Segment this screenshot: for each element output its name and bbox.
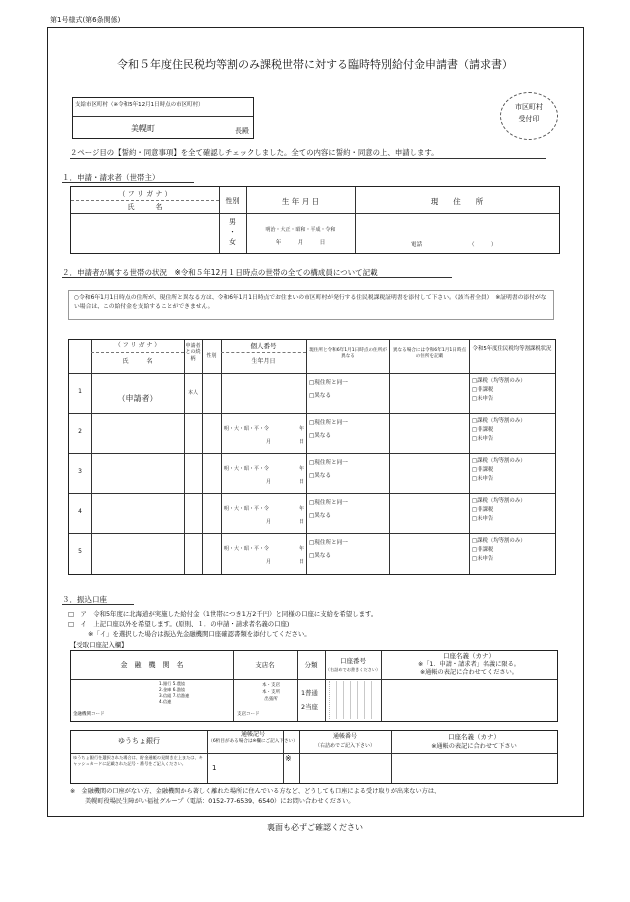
birth-month[interactable]: 月 [266,519,272,525]
addr-same[interactable]: □現住所と同一 [309,500,348,506]
self-name: （申請者） [117,394,158,403]
category-current[interactable]: 2当座 [301,703,318,711]
col-address-same: 現住所と令和6年1月1日時点の住所が異なる [309,348,387,359]
tax-none[interactable]: □非課税 [472,467,494,473]
category-header: 分類 [304,661,318,669]
addr-same[interactable]: □現住所と同一 [309,420,348,426]
birth-day[interactable]: 日 [299,519,305,525]
stamp-label-2: 受付印 [518,115,540,123]
col-tax: 令和5年度住民税均等割課税状況 [472,346,552,352]
form-number: 第1号様式(第6条関係) [50,16,121,24]
tax-equal[interactable]: □課税（均等割のみ） [472,538,526,544]
sex-options[interactable]: 男 ・ 女 [229,218,236,246]
self-relation: 本人 [187,390,198,396]
footer-note: 裏面も必ずご確認ください [267,823,363,832]
col-furigana: （ フ リ ガ ナ ） [114,342,161,349]
yucho-holder-note: ※通帳の表記に合わせて下さい [431,743,517,750]
bank-table [70,650,558,722]
passbook-symbol-prefix: 1 [212,764,217,772]
birth-eras[interactable]: 明・大・昭・平・令 [224,466,270,472]
household-table [68,339,556,575]
option-note: ※「イ」を選択した場合は振込先金融機関口座確認書類を添付してください。 [88,630,311,638]
col-name: 氏 名 [122,358,153,365]
passbook-number-header: 通帳番号 [332,733,357,740]
municipality-box [72,97,254,139]
receive-label: 【受取口座記入欄】 [70,641,128,649]
row-number: 3 [78,468,82,475]
branch-type-options[interactable]: 本・支店 本・支所 出張所 [262,683,280,702]
tax-undeclared[interactable]: □未申告 [472,516,494,522]
birth-year[interactable]: 年 [299,426,305,432]
birth-day[interactable]: 日 [299,559,305,565]
section3-heading: ３．振込口座 [62,595,107,604]
tax-undeclared[interactable]: □未申告 [472,556,494,562]
category-normal[interactable]: 1普通 [301,689,318,697]
bank-code[interactable]: 金融機関コード [73,712,105,717]
tax-undeclared[interactable]: □未申告 [472,396,494,402]
section2-heading: ２．申請者が属する世帯の状況 ※令和５年12月１日時点の世帯の全ての構成員について記載 [62,268,378,277]
birth-header: 生 年 月 日 [281,197,320,206]
birth-ymd[interactable]: 年 月 日 [275,240,326,246]
tax-equal[interactable]: □課税（均等割のみ） [472,498,526,504]
holder-header: 口座名義（カナ） [443,652,495,660]
notice-box: ○令和6年1月1日時点の住所が、現住所と異なる方は、令和6年1月1日時点でお住まいの市区町村が発行する住民税課税証明書を添付して下さい。（該当者全員） ※証明書の添付がない場合は、この給付金を支給することができません。 [68,290,554,320]
municipality-suffix: 長殿 [235,127,249,135]
birth-year[interactable]: 年 [299,506,305,512]
confirm-statement: ２ページ目の【誓約・同意事項】を全て確認しチェックしました。全ての内容に誓約・同意の上、申請します。 [70,148,439,157]
option-b-checkbox[interactable]: □ イ 上記口座以外を希望します。(原則、１．の申請・請求者名義の口座) [68,620,290,628]
birth-eras[interactable]: 明・大・昭・平・令 [224,506,270,512]
applicant-table [70,186,560,254]
row-number: 5 [78,548,82,555]
sixth-digit-mark: ※ [285,754,292,763]
addr-same[interactable]: □現住所と同一 [309,460,348,466]
addr-same[interactable]: □現住所と同一 [309,380,348,386]
addr-same[interactable]: □現住所と同一 [309,540,348,546]
passbook-symbol-note: （6桁目がある場合は※欄にご記入下さい） [208,739,298,744]
tax-none[interactable]: □非課税 [472,427,494,433]
phone-field[interactable]: （ ） [469,242,497,248]
col-address-diff: 異なる場合には令和6年1月1日時点の住所を記載 [392,348,467,359]
birth-eras[interactable]: 明・大・昭・平・令 [224,426,270,432]
row-number: 2 [78,428,82,435]
addr-diff[interactable]: □異なる [309,513,332,519]
row-number: 1 [78,388,82,395]
municipality-label: 支給市区町村（※令和5年12月1日時点の市区町村） [75,102,204,108]
birth-month[interactable]: 月 [266,479,272,485]
addr-diff[interactable]: □異なる [309,553,332,559]
birth-eras[interactable]: 明治・大正・昭和・平成・令和 [265,227,336,233]
birth-year[interactable]: 年 [299,466,305,472]
phone-label: 電話 [411,242,423,248]
tax-equal[interactable]: □課税（均等割のみ） [472,458,526,464]
birth-month[interactable]: 月 [266,559,272,565]
birth-day[interactable]: 日 [299,439,305,445]
name-header: 氏 名 [127,203,163,211]
holder-note-1: ※「1．申請・請求者」名義に限る。 [418,661,520,668]
birth-day[interactable]: 日 [299,479,305,485]
reception-stamp [500,92,558,140]
sex-header: 性別 [225,197,240,205]
passbook-number-note: （右詰めでご記入下さい） [314,743,375,749]
addr-diff[interactable]: □異なる [309,473,332,479]
tax-none[interactable]: □非課税 [472,547,494,553]
page-title: 令和５年度住民税均等割のみ課税世帯に対する臨時特別給付金申請書（請求書） [117,58,513,71]
stamp-label-1: 市区町村 [515,103,543,111]
account-number-header: 口座番号 [340,657,366,665]
account-number-note: （右詰めでお書きください） [325,667,381,672]
yucho-label: ゆうちょ銀行 [118,737,160,745]
birth-month[interactable]: 月 [266,439,272,445]
footnote-1: ※ 金融機関の口座がない方、金融機関から著しく離れた場所に住んでいる方など、どうしても口座による受け取りが出来ない方は、 [70,788,441,795]
bank-type-options[interactable]: 1.銀行 5.農協 2.金庫 6.漁協 3.信組 7.信漁連 4.信連 [159,681,190,704]
footnote-2: 美幌町役場民生障がい福祉グループ（電話：0152-77-6539、6540）にお問い合わせください。 [85,798,355,805]
branch-code[interactable]: 支店コード [237,712,260,717]
section1-heading: １．申請・請求者（世帯主） [62,173,160,182]
addr-diff[interactable]: □異なる [309,433,332,439]
holder-note-2: ※通帳の表記に合わせてください。 [420,669,518,676]
furigana-header: （ フ リ ガ ナ ） [118,190,172,198]
account-number-digits[interactable] [329,681,378,719]
tax-none[interactable]: □非課税 [472,387,494,393]
birth-eras[interactable]: 明・大・昭・平・令 [224,546,270,552]
tax-equal[interactable]: □課税（均等割のみ） [472,418,526,424]
col-relation: 申請者との続柄 [185,343,201,362]
tax-undeclared[interactable]: □未申告 [472,476,494,482]
birth-year[interactable]: 年 [299,546,305,552]
branch-name-header: 支店名 [255,661,275,669]
yucho-holder-header: 口座名義（カナ） [448,733,500,741]
row-number: 4 [78,508,82,515]
addr-diff[interactable]: □異なる [309,393,332,399]
bank-name-header: 金 融 機 関 名 [120,661,184,669]
col-sex: 性別 [206,353,217,359]
passbook-symbol-header: 通帳記号 [240,731,265,738]
col-mynumber: 個人番号 [250,342,277,350]
option-a-checkbox[interactable]: □ ア 令和5年度に北海道が実施した給付金（1世帯につき1万2千円）と同様の口座に支給を希望します。 [68,610,378,618]
tax-none[interactable]: □非課税 [472,507,494,513]
municipality-name: 美幌町 [131,124,155,133]
yucho-table [70,730,558,784]
tax-equal[interactable]: □課税（均等割のみ） [472,378,526,384]
yucho-note: ゆうちょ銀行を選択された場合は、貯金通帳の見開き左上または、キャッシュカードに記載された記号・番号をご記入ください。 [73,755,203,766]
col-birth: 生年月日 [251,358,276,365]
tax-undeclared[interactable]: □未申告 [472,436,494,442]
address-header: 現 住 所 [430,197,484,206]
